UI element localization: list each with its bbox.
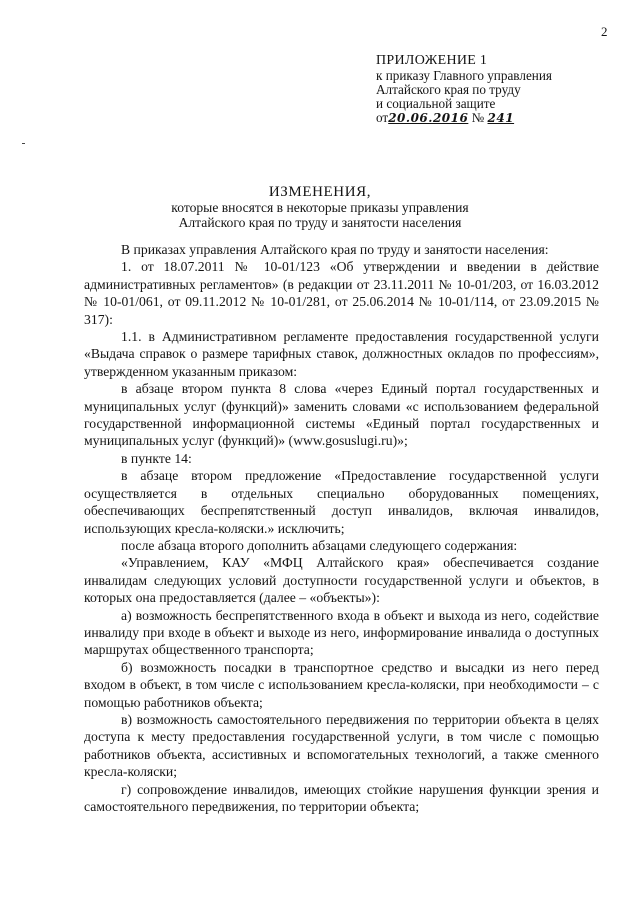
page-number: 2 <box>601 24 608 39</box>
paragraph-conditions-intro: «Управлением, КАУ «МФЦ Алтайского края» обеспечивается создание инвалидам следующих условий доступности государственной услуги и объектов, в которых она предоставляется (далее – «объекты»): <box>84 555 599 606</box>
paragraph-clause-8: в абзаце втором пункта 8 слова «через Единый портал государственных и муниципальных услуг (функций)» заменить словами «с использованием федеральной государственной информационной системы «Единый портал государственных и муниципальных услуг (функций)» (www.gosuslugi.ru)»; <box>84 381 599 449</box>
appendix-line-2: Алтайского края по труду <box>376 82 521 97</box>
heading-title: ИЗМЕНЕНИЯ, <box>268 184 372 200</box>
heading-subtitle-1: которые вносятся в некоторые приказы управления <box>171 200 469 215</box>
date-prefix: от <box>376 110 389 125</box>
appendix-date-line <box>376 111 626 125</box>
paragraph-condition-b: б) возможность посадки в транспортное средство и высадки из него перед входом в объект, в том числе с использованием кресла-коляски, при необходимости – с помощью работников объекта; <box>84 659 599 710</box>
appendix-title: ПРИЛОЖЕНИЕ 1 <box>376 53 488 68</box>
paragraph-condition-a: а) возможность беспрепятственного входа в объект и выхода из него, содействие инвалиду при входе в объект и выходе из него, информирование инвалида о доступных маршрутах общественного транспорта; <box>84 607 599 658</box>
number-prefix: № <box>471 110 485 125</box>
paragraph-add-after: после абзаца второго дополнить абзацами следующего содержания: <box>121 537 518 553</box>
paragraph-remove-sentence: в абзаце втором предложение «Предоставление государственной услуги осуществляется в отдельных специально оборудованных помещениях, обеспечивающих беспрепятственный доступ инвалидов, включая инвалидов, использующих кресла-коляски.» исключить; <box>84 468 599 536</box>
appendix-line-3: и социальной защите <box>376 96 496 111</box>
document-body <box>84 241 599 815</box>
heading-subtitle-2: Алтайского края по труду и занятости населения <box>178 215 462 230</box>
appendix-line-1: к приказу Главного управления <box>376 68 552 83</box>
paragraph-item-1: 1. от 18.07.2011 № 10-01/123 «Об утверждении и введении в действие административных регламентов» (в редакции от 23.11.2011 № 10-01/203, от 16.03.2012 № 10-01/061, от 09.11.2012 № 10-01/281, от 25.06.2014 № 10-01/114, от 23.09.2015 № 317): <box>84 259 599 327</box>
handwritten-date: 20.06.2016 <box>388 111 469 125</box>
paragraph-clause-14: в пункте 14: <box>121 450 192 466</box>
appendix-block <box>376 54 626 125</box>
handwritten-number: 241 <box>487 111 515 125</box>
paragraph-condition-v: в) возможность самостоятельного передвижения по территории объекта в целях доступа к месту предоставления государственной услуги, в том числе с помощью работников объекта, ассистивных и вспомогательных технологий, а также сменного кресла-коляски; <box>84 711 599 780</box>
paragraph-condition-g: г) сопровождение инвалидов, имеющих стойкие нарушения функции зрения и самостоятельного передвижения, по территории объекта; <box>84 781 599 814</box>
paragraph-intro: В приказах управления Алтайского края по труду и занятости населения: <box>121 242 549 257</box>
paragraph-item-1-1: 1.1. в Административном регламенте предоставления государственной услуги «Выдача справок о размере тарифных ставок, должностных окладов по профессиям», утвержденном указанным приказом: <box>84 329 599 379</box>
margin-mark <box>22 143 25 144</box>
document-heading <box>0 184 640 230</box>
